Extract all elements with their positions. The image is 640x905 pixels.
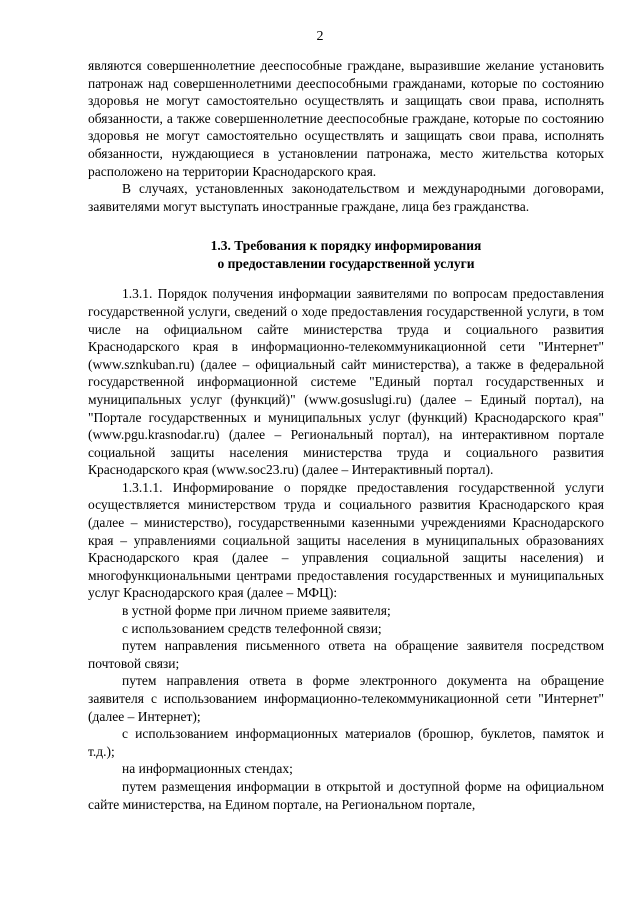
paragraph-1-3-1: 1.3.1. Порядок получения информации заявителями по вопросам предоставления государственной услуги, сведений о ходе предоставления государственной услуги, в том числе на официальном сайте министерства труда и социального развития Краснодарского края в информационно-телекоммуникационной сети "Интернет" (www.sznkuban.ru) (далее – официальный сайт министерства), а также в федеральной государственной информационной системе "Единый портал государственных и муниципальных услуг (функций)" (www.gosuslugi.ru) (далее – Единый портал), на "Портале государственных и муниципальных услуг (функций) Краснодарского края" (www.pgu.krasnodar.ru) (далее – Региональный портал), на интерактивном портале социальной защиты населения министерства труда и социального развития Краснодарского края (www.soc23.ru) (далее – Интерактивный портал). <box>88 286 604 478</box>
paragraph-foreign-applicants: В случаях, установленных законодательством и международными договорами, заявителями могут выступать иностранные граждане, лица без гражданства. <box>88 181 604 214</box>
paragraph-continuation: являются совершеннолетние дееспособные граждане, выразившие желание установить патронаж над совершеннолетними дееспособными гражданами, которые по состоянию здоровья не могут самостоятельно осуществлять и защищать свои права, исполнять обязанности, а также совершеннолетние дееспособные граждане, которые по состоянию здоровья не могут самостоятельно осуществлять и защищать свои права, исполнять обязанности, нуждающиеся в установлении патронажа, место жительства которых расположено на территории Краснодарского края. <box>88 58 604 179</box>
section-heading <box>88 237 604 273</box>
list-item-materials: с использованием информационных материалов (брошюр, буклетов, памяток и т.д.); <box>88 726 604 759</box>
list-item-stands: на информационных стендах; <box>122 761 293 777</box>
section-heading-line-1: 1.3. Требования к порядку информирования <box>210 238 482 254</box>
list-item-website: путем размещения информации в открытой и доступной форме на официальном сайте министерства, на Едином портале, на Региональном портале, <box>88 778 604 812</box>
document-body <box>88 57 604 813</box>
section-heading-line-2: о предоставлении государственной услуги <box>217 256 475 272</box>
list-item-phone: с использованием средств телефонной связи; <box>122 620 382 636</box>
page-number: 2 <box>316 29 324 44</box>
list-item-electronic: путем направления ответа в форме электронного документа на обращение заявителя с использованием информационно-телекоммуникационной сети "Интернет" (далее – Интернет); <box>88 673 604 724</box>
list-item-oral: в устной форме при личном приеме заявителя; <box>122 603 391 619</box>
paragraph-1-3-1-1: 1.3.1.1. Информирование о порядке предоставления государственной услуги осуществляется министерством труда и социального развития Краснодарского края (далее – министерство), государственными казенными учреждениями Краснодарского края – управлениями социальной защиты населения в муниципальных образованиях Краснодарского края (далее – управления социальной защиты населения) и многофункциональными центрами предоставления государственных и муниципальных услуг Краснодарского края (далее – МФЦ): <box>88 479 604 601</box>
list-item-postal: путем направления письменного ответа на обращение заявителя посредством почтовой связи; <box>88 638 604 671</box>
